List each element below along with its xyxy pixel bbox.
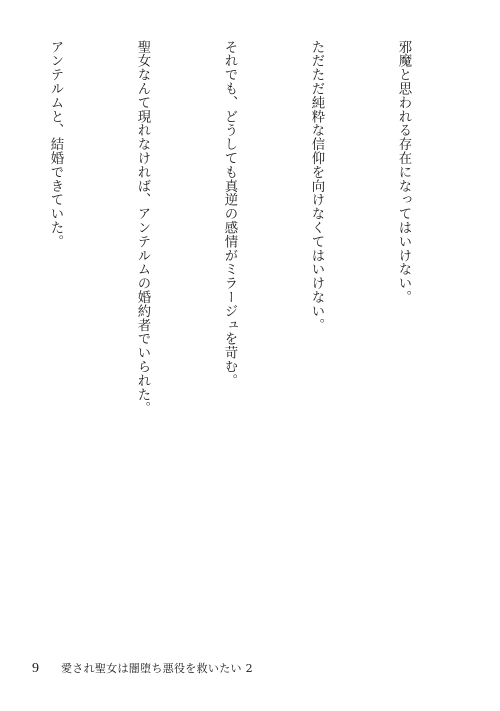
text-line: それでも、どうしても真逆の感情がミラージュを苛む。 [222, 40, 237, 388]
page-number: 9 [32, 661, 39, 676]
text-line: アンテルムと、結婚できていた。 [48, 40, 63, 249]
text-line: ただただ純粋な信仰を向けなくてはいけない。 [309, 40, 324, 332]
body-text [36, 40, 476, 655]
book-title: 愛され聖女は闇堕ち悪役を救いたい 2 [61, 662, 253, 675]
text-line: 聖女なんて現れなければ、アンテルムの婚約者でいられた。 [135, 40, 150, 416]
page-footer [32, 660, 253, 682]
text-line: 邪魔と思われる存在になってはいけない。 [396, 40, 411, 305]
